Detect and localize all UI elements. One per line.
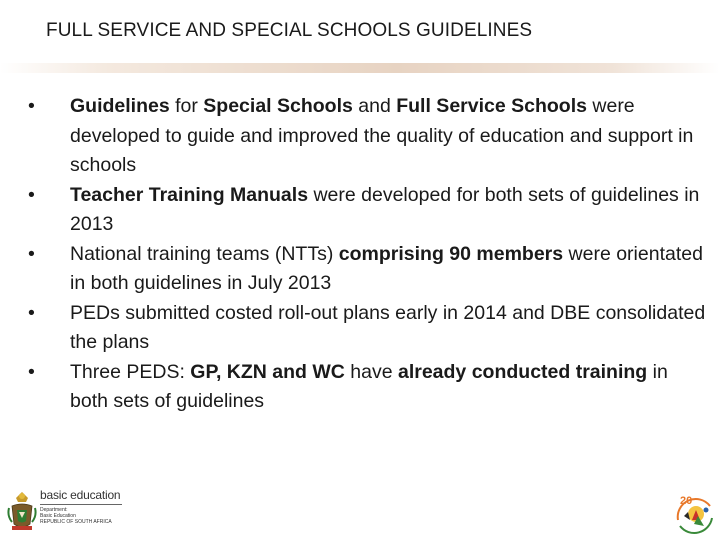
bullet-text-bold: Special Schools <box>203 95 353 117</box>
bullet-text: in both sets of guidelines <box>70 360 668 412</box>
logo-brand-text: basic education <box>40 488 121 502</box>
bullet-marker: • <box>28 360 35 383</box>
slide-title: FULL SERVICE AND SPECIAL SCHOOLS GUIDELINES <box>46 20 533 41</box>
bullet-item <box>28 358 708 417</box>
bullet-text-bold: Teacher Training Manuals <box>70 183 309 206</box>
bullet-text-bold: Full Service Schools <box>396 95 587 117</box>
bullet-text: have <box>344 360 398 383</box>
department-logo <box>6 488 146 534</box>
bullet-list <box>28 92 708 417</box>
bullet-item <box>28 181 708 240</box>
bullet-text-bold: already conducted training <box>397 360 648 383</box>
logo-department-name: Basic Education <box>40 513 76 519</box>
bullet-marker: • <box>28 183 35 206</box>
bullet-marker: • <box>28 301 35 324</box>
bullet-text: PEDs submitted costed roll-out plans early in 2014 and DBE consolidated the plans <box>70 301 706 353</box>
bullet-marker: • <box>28 242 35 265</box>
bullet-text: Three PEDS: <box>70 360 191 383</box>
logo-department-label: Department: <box>40 507 68 513</box>
bullet-text-bold: comprising 90 members <box>338 242 564 265</box>
bullet-text: National training teams (NTTs) <box>70 242 339 265</box>
bullet-text: were developed to guide and improved the quality of education and support in schools <box>70 95 694 176</box>
twenty-years-badge-icon <box>672 490 716 536</box>
bullet-text: and <box>352 95 397 117</box>
bullet-text: were orientated in both guidelines in July 2013 <box>70 242 703 294</box>
logo-divider <box>40 504 122 505</box>
bullet-text: were developed for both sets of guidelines in 2013 <box>70 183 700 235</box>
bullet-item <box>28 240 708 299</box>
bullet-item <box>28 92 708 181</box>
bullet-marker: • <box>28 95 35 117</box>
logo-country: REPUBLIC OF SOUTH AFRICA <box>40 519 112 525</box>
bullet-text: for <box>169 95 204 117</box>
bullet-text-bold: Guidelines <box>70 95 170 117</box>
bullet-item <box>28 299 708 358</box>
title-divider <box>0 63 720 73</box>
bullet-text-bold: GP, KZN and WC <box>190 360 345 383</box>
logo-wordmark <box>40 488 150 534</box>
badge-number: 20 <box>680 495 693 507</box>
coat-of-arms-icon <box>6 488 38 534</box>
